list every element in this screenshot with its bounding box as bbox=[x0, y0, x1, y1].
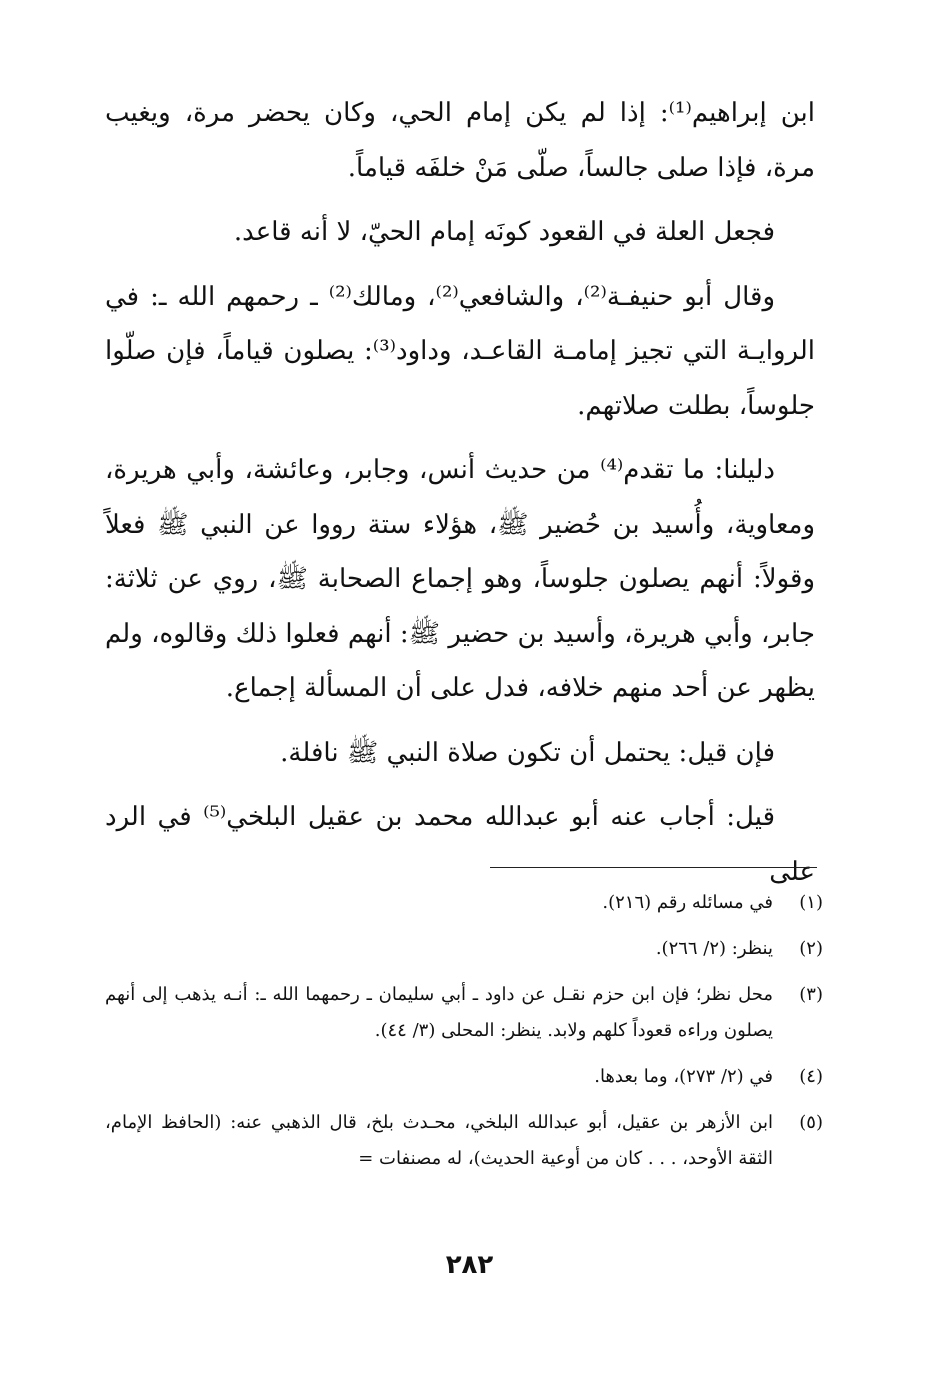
paragraph: فجعل العلة في القعود كونَه إمام الحيّ، لا أنه قاعد. bbox=[233, 217, 775, 247]
footnote-text: ابن الأزهر بن عقيل، أبو عبدالله البلخي، محـدث بلخ، قال الذهبي عنه: (الحافظ الإمام، الثقة الأوحد، . . . كان من أوعية الحديث)، له مصنفات = bbox=[105, 1112, 773, 1169]
paragraph: ابن إبراهيم⁽¹⁾: إذا لم يكن إمام الحي، وكان يحضر مرة، ويغيب مرة، فإذا صلى جالساً، صلّى مَنْ خلفَه قياماً. bbox=[105, 98, 816, 183]
footnote-text: في (٢/ ٢٧٣)، وما بعدها. bbox=[594, 1066, 773, 1087]
footnotes bbox=[105, 885, 823, 1187]
footnote-text: ينظر: (٢/ ٢٦٦). bbox=[655, 938, 773, 959]
footnote-number: (١) bbox=[799, 892, 823, 913]
page-number: ٢٨٢ bbox=[445, 1250, 494, 1280]
footnote-divider bbox=[490, 867, 817, 868]
footnote-number: (٥) bbox=[799, 1112, 823, 1133]
footnote bbox=[105, 885, 823, 921]
main-text bbox=[105, 86, 815, 899]
footnote-text: في مسائله رقم (٢١٦). bbox=[602, 892, 773, 913]
footnote-number: (٢) bbox=[799, 938, 823, 959]
footnote bbox=[105, 977, 823, 1049]
footnote bbox=[105, 1105, 823, 1177]
footnote-number: (٣) bbox=[799, 984, 823, 1005]
footnote-number: (٤) bbox=[799, 1066, 823, 1087]
paragraph: قيل: أجاب عنه أبو عبدالله محمد بن عقيل البلخي⁽⁵⁾ في الرد على bbox=[105, 802, 815, 887]
footnote bbox=[105, 1059, 823, 1095]
paragraph: فإن قيل: يحتمل أن تكون صلاة النبي ﷺ نافلة. bbox=[280, 737, 775, 768]
paragraph: وقال أبو حنيفـة⁽²⁾، والشافعي⁽²⁾، ومالك⁽²⁾ ـ رحمهم الله ـ: في الروايـة التي تجيز إمامـة القاعـد، وداود⁽³⁾: يصلون قياماً، فإن صلّوا جلوساً، بطلت صلاتهم. bbox=[105, 281, 815, 421]
paragraph: دليلنا: ما تقدم⁽⁴⁾ من حديث أنس، وجابر، وعائشة، وأبي هريرة، ومعاوية، وأُسيد بن حُضير ﷺ، هؤلاء ستة رووا عن النبي ﷺ فعلاً وقولاً: أنهم يصلون جلوساً، وهو إجماع الصحابة ﷺ، روي عن ثلاثة: جابر، وأبي هريرة، وأسيد بن حضير ﷺ: أنهم فعلوا ذلك وقالوه، ولم يظهر عن أحد منهم خلافه، فدل على أن المسألة إجماع. bbox=[105, 455, 815, 703]
footnote-text: محل نظر؛ فإن ابن حزم نقـل عن داود ـ أبي سليمان ـ رحمهما الله ـ: أنـه يذهب إلى أنهم يصلون وراءه قعوداً كلهم ولابد. ينظر: المحلى (٣/ ٤٤). bbox=[105, 984, 773, 1041]
footnote bbox=[105, 931, 823, 967]
